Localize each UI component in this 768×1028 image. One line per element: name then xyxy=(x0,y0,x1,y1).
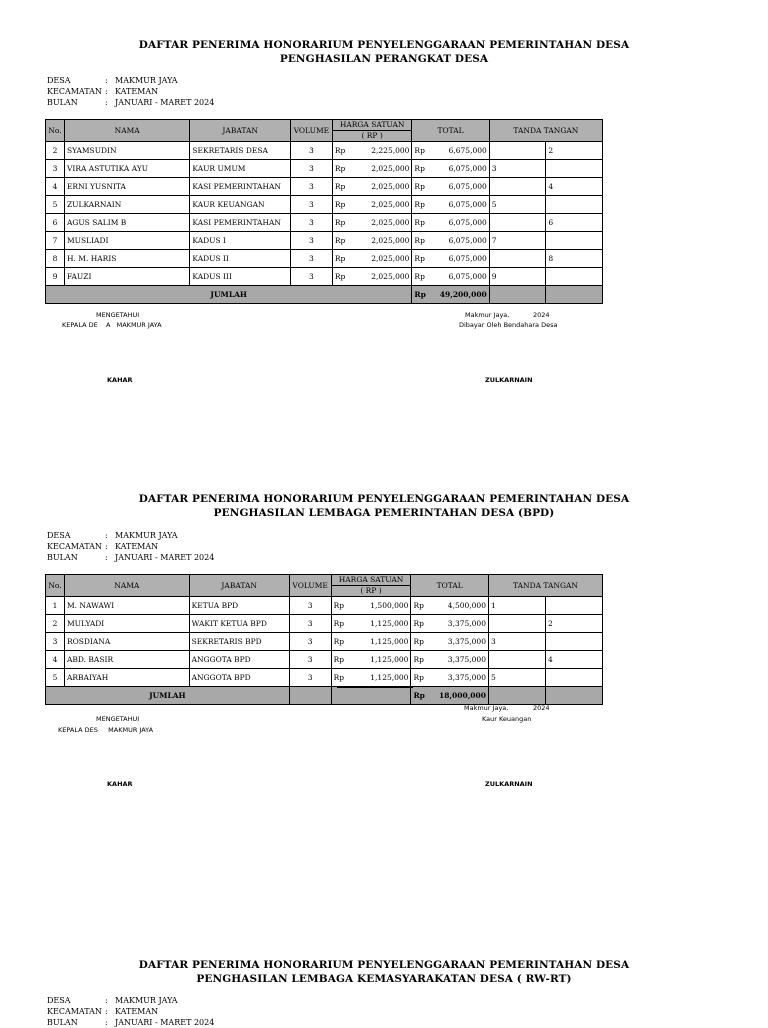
row-total-rp: Rp xyxy=(411,597,437,615)
row-signature-left[interactable] xyxy=(488,615,545,633)
meta-key: KECAMATAN xyxy=(47,1007,102,1016)
total-rp: Rp xyxy=(412,286,438,304)
row-total-rp: Rp xyxy=(412,142,438,160)
doc1-table xyxy=(45,119,603,304)
row-volume: 3 xyxy=(289,651,331,669)
row-signature-left[interactable] xyxy=(489,142,546,160)
header-volume: VOLUME xyxy=(289,575,331,597)
row-signature-left[interactable]: 1 xyxy=(488,597,545,615)
doc2-signer-right: ZULKARNAIN xyxy=(485,780,533,788)
row-volume: 3 xyxy=(290,214,332,232)
row-signature-left[interactable]: 3 xyxy=(489,160,546,178)
row-harga: 2,025,000 xyxy=(358,232,412,250)
row-signature-left[interactable]: 9 xyxy=(489,268,546,286)
total-value: 49,200,000 xyxy=(438,286,489,304)
row-harga: 2,025,000 xyxy=(358,214,412,232)
row-volume: 3 xyxy=(289,615,331,633)
row-signature-right[interactable]: 4 xyxy=(545,651,602,669)
row-nama: H. M. HARIS xyxy=(64,250,189,268)
row-signature-left[interactable] xyxy=(489,178,546,196)
row-volume: 3 xyxy=(289,633,331,651)
header-ttd: TANDA TANGAN xyxy=(489,120,602,142)
row-jabatan: KADUS II xyxy=(190,250,291,268)
doc3-meta: DESA : MAKMUR JAYA KECAMATAN : KATEMAN BULAN : JANUARI - MARET 2024 xyxy=(47,996,215,1027)
row-nama: AGUS SALIM B xyxy=(64,214,189,232)
header-volume: VOLUME xyxy=(290,120,332,142)
table-row xyxy=(46,178,603,196)
row-jabatan: SEKRETARIS DESA xyxy=(190,142,291,160)
row-jabatan: KADUS I xyxy=(190,232,291,250)
table-row xyxy=(46,669,603,687)
doc2-kaur: Kaur Keuangan xyxy=(482,715,532,723)
header-harga xyxy=(332,120,412,142)
row-no: 6 xyxy=(46,214,65,232)
row-nama: ABD. BASIR xyxy=(64,651,189,669)
table-row xyxy=(46,268,603,286)
row-nama: ERNI YUSNITA xyxy=(64,178,189,196)
row-harga: 2,025,000 xyxy=(358,160,412,178)
row-harga-rp: Rp xyxy=(331,669,357,687)
header-nama: NAMA xyxy=(64,120,189,142)
header-total: TOTAL xyxy=(411,575,489,597)
header-jabatan: JABATAN xyxy=(189,575,289,597)
header-no: No. xyxy=(46,575,65,597)
row-signature-right[interactable] xyxy=(546,268,603,286)
row-nama: MUSLIADI xyxy=(64,232,189,250)
row-signature-right[interactable]: 2 xyxy=(545,615,602,633)
row-total: 3,375,000 xyxy=(437,669,488,687)
row-harga-rp: Rp xyxy=(332,196,358,214)
meta-key: KECAMATAN xyxy=(47,87,102,96)
row-nama: MULYADI xyxy=(64,615,189,633)
row-total: 6,075,000 xyxy=(438,250,489,268)
doc3-title-line1: DAFTAR PENERIMA HONORARIUM PENYELENGGARAAN PEMERINTAHAN DESA xyxy=(138,959,630,971)
doc1-year: 2024 xyxy=(533,311,550,319)
row-harga: 2,025,000 xyxy=(358,250,412,268)
row-jabatan: KAUR UMUM xyxy=(190,160,291,178)
header-harga-label: HARGA SATUAN xyxy=(332,575,411,586)
row-signature-right[interactable] xyxy=(545,633,602,651)
row-volume: 3 xyxy=(290,142,332,160)
row-total-rp: Rp xyxy=(412,160,438,178)
row-volume: 3 xyxy=(290,178,332,196)
row-jabatan: WAKIT KETUA BPD xyxy=(189,615,289,633)
doc2-year: 2024 xyxy=(533,704,550,712)
doc2-mengetahui: MENGETAHUI xyxy=(96,715,140,723)
total-row xyxy=(46,687,603,705)
doc1-meta: DESA : MAKMUR JAYA KECAMATAN : KATEMAN BULAN : JANUARI - MARET 2024 xyxy=(47,76,215,107)
doc1-signer-right: ZULKARNAIN xyxy=(485,376,533,384)
total-label: JUMLAH xyxy=(46,286,412,304)
meta-key: DESA xyxy=(47,76,71,85)
row-harga: 1,125,000 xyxy=(357,615,411,633)
meta-key: BULAN xyxy=(47,98,78,107)
meta-value: MAKMUR JAYA xyxy=(115,76,178,85)
meta-key: DESA xyxy=(47,996,71,1005)
meta-key: DESA xyxy=(47,531,71,540)
row-nama: ROSDIANA xyxy=(64,633,189,651)
doc2-underline xyxy=(337,686,413,688)
row-no: 4 xyxy=(46,178,65,196)
total-value: 18,000,000 xyxy=(437,687,488,705)
doc1-kepala-desa: KEPALA DE A MAKMUR JAYA xyxy=(62,321,162,329)
row-signature-right[interactable] xyxy=(546,232,603,250)
row-harga-rp: Rp xyxy=(332,178,358,196)
row-harga: 2,025,000 xyxy=(358,268,412,286)
row-harga-rp: Rp xyxy=(332,142,358,160)
row-nama: VIRA ASTUTIKA AYU xyxy=(64,160,189,178)
row-total-rp: Rp xyxy=(412,250,438,268)
row-total-rp: Rp xyxy=(411,633,437,651)
meta-key: BULAN xyxy=(47,553,78,562)
row-harga: 1,500,000 xyxy=(357,597,411,615)
meta-key: BULAN xyxy=(47,1018,78,1027)
doc3-title-line2: PENGHASILAN LEMBAGA KEMASYARAKATAN DESA ( RW-RT) xyxy=(196,973,572,985)
row-no: 7 xyxy=(46,232,65,250)
row-jabatan: ANGGOTA BPD xyxy=(189,669,289,687)
doc1-title-line1: DAFTAR PENERIMA HONORARIUM PENYELENGGARAAN PEMERINTAHAN DESA xyxy=(138,39,630,51)
row-total: 6,075,000 xyxy=(438,232,489,250)
table-row xyxy=(46,196,603,214)
row-jabatan: KAUR KEUANGAN xyxy=(190,196,291,214)
doc1-dibayar: Dibayar Oleh Bendahara Desa xyxy=(459,321,558,329)
row-jabatan: KETUA BPD xyxy=(189,597,289,615)
row-jabatan: ANGGOTA BPD xyxy=(189,651,289,669)
row-harga: 2,025,000 xyxy=(358,178,412,196)
table-row xyxy=(46,160,603,178)
row-harga: 2,025,000 xyxy=(358,196,412,214)
row-signature-right[interactable]: 6 xyxy=(546,214,603,232)
row-no: 3 xyxy=(46,633,65,651)
row-no: 9 xyxy=(46,268,65,286)
table-row xyxy=(46,214,603,232)
row-total: 6,075,000 xyxy=(438,178,489,196)
doc2-signer-left: KAHAR xyxy=(107,780,133,788)
row-nama: M. NAWAWI xyxy=(64,597,189,615)
header-nama: NAMA xyxy=(64,575,189,597)
row-total: 6,675,000 xyxy=(438,142,489,160)
row-volume: 3 xyxy=(290,160,332,178)
row-signature-left[interactable]: 7 xyxy=(489,232,546,250)
table-row xyxy=(46,250,603,268)
row-volume: 3 xyxy=(289,597,331,615)
doc2-meta: DESA : MAKMUR JAYA KECAMATAN : KATEMAN BULAN : JANUARI - MARET 2024 xyxy=(47,531,215,562)
row-total-rp: Rp xyxy=(412,268,438,286)
row-signature-left[interactable]: 5 xyxy=(488,669,545,687)
row-volume: 3 xyxy=(290,250,332,268)
table-row xyxy=(46,142,603,160)
row-no: 2 xyxy=(46,615,65,633)
row-harga-rp: Rp xyxy=(331,615,357,633)
row-signature-right[interactable] xyxy=(545,669,602,687)
row-no: 2 xyxy=(46,142,65,160)
row-harga: 1,125,000 xyxy=(357,651,411,669)
table-row xyxy=(46,597,603,615)
row-total: 4,500,000 xyxy=(437,597,488,615)
row-total: 6,075,000 xyxy=(438,196,489,214)
header-harga-unit: ( RP ) xyxy=(361,131,383,140)
table-row xyxy=(46,633,603,651)
meta-value: MAKMUR JAYA xyxy=(115,996,178,1005)
doc1-mengetahui: MENGETAHUI xyxy=(96,311,140,319)
row-no: 5 xyxy=(46,669,65,687)
row-harga-rp: Rp xyxy=(331,633,357,651)
row-total: 3,375,000 xyxy=(437,633,488,651)
row-signature-right[interactable]: 4 xyxy=(546,178,603,196)
meta-value: JANUARI - MARET 2024 xyxy=(115,553,215,562)
table-row xyxy=(46,651,603,669)
doc2-kepala-desa: KEPALA DES MAKMUR JAYA xyxy=(58,726,154,734)
row-harga: 2,225,000 xyxy=(358,142,412,160)
doc1-signer-left: KAHAR xyxy=(107,376,133,384)
row-harga-rp: Rp xyxy=(331,651,357,669)
row-signature-left[interactable] xyxy=(489,214,546,232)
row-total-rp: Rp xyxy=(412,196,438,214)
header-no: No. xyxy=(46,120,65,142)
row-signature-left[interactable]: 5 xyxy=(489,196,546,214)
row-total: 6,075,000 xyxy=(438,160,489,178)
row-nama: FAUZI xyxy=(64,268,189,286)
row-total-rp: Rp xyxy=(411,669,437,687)
row-harga-rp: Rp xyxy=(332,232,358,250)
row-total-rp: Rp xyxy=(411,651,437,669)
row-total: 3,375,000 xyxy=(437,651,488,669)
row-volume: 3 xyxy=(289,669,331,687)
meta-value: KATEMAN xyxy=(115,87,159,96)
row-total: 3,375,000 xyxy=(437,615,488,633)
header-harga-unit: ( RP ) xyxy=(360,586,382,595)
row-nama: ARBAIYAH xyxy=(64,669,189,687)
row-no: 8 xyxy=(46,250,65,268)
total-label: JUMLAH xyxy=(46,687,290,705)
total-rp: Rp xyxy=(411,687,437,705)
row-no: 5 xyxy=(46,196,65,214)
meta-key: KECAMATAN xyxy=(47,542,102,551)
row-signature-right[interactable] xyxy=(545,597,602,615)
row-total-rp: Rp xyxy=(412,232,438,250)
row-volume: 3 xyxy=(290,268,332,286)
doc2-table xyxy=(45,574,603,705)
total-row xyxy=(46,286,603,304)
row-signature-right[interactable]: 2 xyxy=(546,142,603,160)
row-jabatan: KASI PEMERINTAHAN xyxy=(190,178,291,196)
row-jabatan: KADUS III xyxy=(190,268,291,286)
row-signature-left[interactable] xyxy=(488,651,545,669)
row-jabatan: SEKRETARIS BPD xyxy=(189,633,289,651)
doc2-title-line2: PENGHASILAN LEMBAGA PEMERINTAHAN DESA (BPD) xyxy=(213,507,555,519)
header-jabatan: JABATAN xyxy=(190,120,291,142)
row-signature-right[interactable] xyxy=(546,196,603,214)
row-nama: SYAMSUDIN xyxy=(64,142,189,160)
header-harga xyxy=(331,575,411,597)
doc1-title-line2: PENGHASILAN PERANGKAT DESA xyxy=(279,53,489,65)
row-harga-rp: Rp xyxy=(332,214,358,232)
meta-value: JANUARI - MARET 2024 xyxy=(115,98,215,107)
row-no: 1 xyxy=(46,597,65,615)
row-harga-rp: Rp xyxy=(332,250,358,268)
row-harga-rp: Rp xyxy=(331,597,357,615)
header-harga-label: HARGA SATUAN xyxy=(333,120,412,131)
row-signature-right[interactable] xyxy=(546,160,603,178)
row-signature-right[interactable]: 8 xyxy=(546,250,603,268)
row-no: 4 xyxy=(46,651,65,669)
row-volume: 3 xyxy=(290,232,332,250)
table-row xyxy=(46,615,603,633)
row-volume: 3 xyxy=(290,196,332,214)
row-harga-rp: Rp xyxy=(332,160,358,178)
row-total: 6,075,000 xyxy=(438,268,489,286)
row-harga: 1,125,000 xyxy=(357,633,411,651)
doc1-place: Makmur Jaya, xyxy=(465,311,510,319)
row-total-rp: Rp xyxy=(412,178,438,196)
meta-value: MAKMUR JAYA xyxy=(115,531,178,540)
header-total: TOTAL xyxy=(412,120,489,142)
row-harga-rp: Rp xyxy=(332,268,358,286)
row-total-rp: Rp xyxy=(412,214,438,232)
meta-value: JANUARI - MARET 2024 xyxy=(115,1018,215,1027)
row-harga: 1,125,000 xyxy=(357,669,411,687)
header-ttd: TANDA TANGAN xyxy=(488,575,602,597)
row-no: 3 xyxy=(46,160,65,178)
doc2-title-line1: DAFTAR PENERIMA HONORARIUM PENYELENGGARAAN PEMERINTAHAN DESA xyxy=(138,493,630,505)
row-total-rp: Rp xyxy=(411,615,437,633)
row-jabatan: KASI PEMERINTAHAN xyxy=(190,214,291,232)
meta-value: KATEMAN xyxy=(115,542,159,551)
row-total: 6,075,000 xyxy=(438,214,489,232)
row-signature-left[interactable] xyxy=(489,250,546,268)
row-nama: ZULKARNAIN xyxy=(64,196,189,214)
row-signature-left[interactable]: 3 xyxy=(488,633,545,651)
doc2-place: Makmur Jaya, xyxy=(464,704,509,712)
meta-value: KATEMAN xyxy=(115,1007,159,1016)
table-row xyxy=(46,232,603,250)
